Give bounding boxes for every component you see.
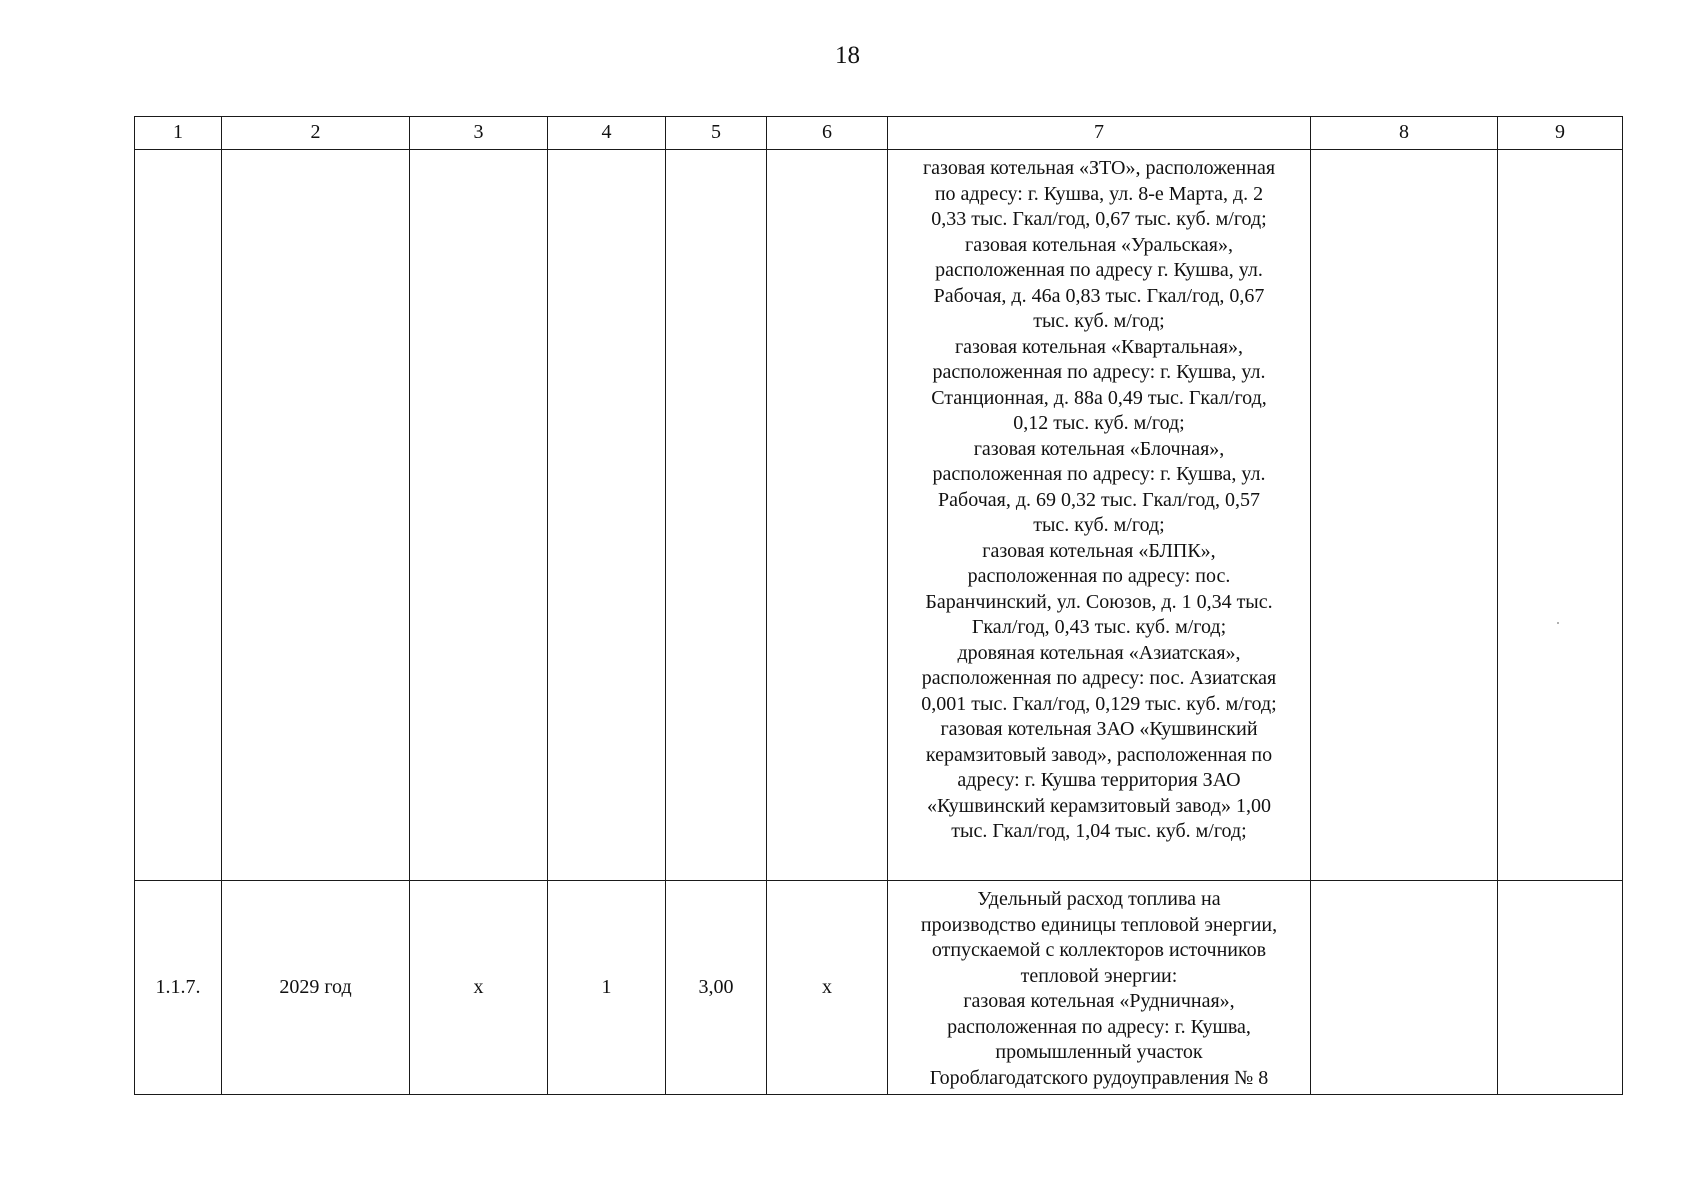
text-line: тыс. Гкал/год, 1,04 тыс. куб. м/год; bbox=[951, 820, 1247, 842]
text-line: газовая котельная «Квартальная», bbox=[954, 335, 1244, 358]
header-col-2: 2 bbox=[222, 117, 410, 150]
header-col-9: 9 bbox=[1498, 117, 1623, 150]
text-line: Баранчинский, ул. Союзов, д. 1 0,34 тыс. bbox=[925, 590, 1273, 613]
cell-col-6: х bbox=[767, 881, 888, 1095]
cell-col-4: 1 bbox=[548, 881, 666, 1095]
text-line: Гкал/год, 0,43 тыс. куб. м/год; bbox=[971, 616, 1227, 638]
text-line: расположенная по адресу: пос. bbox=[967, 565, 1231, 587]
cell-boiler-list bbox=[888, 150, 1311, 881]
text-line: газовая котельная «Блочная», bbox=[973, 437, 1225, 460]
table-row-continuation bbox=[135, 150, 1623, 881]
header-col-6: 6 bbox=[767, 117, 888, 150]
scan-speck bbox=[1557, 622, 1559, 624]
cell-col-3: х bbox=[410, 881, 548, 1095]
text-line: газовая котельная ЗАО «Кушвинский bbox=[940, 718, 1258, 740]
cell-item-number: 1.1.7. bbox=[135, 881, 222, 1095]
text-line: Рабочая, д. 46а 0,83 тыс. Гкал/год, 0,67 bbox=[933, 284, 1265, 307]
text-line: расположенная по адресу г. Кушва, ул. bbox=[935, 259, 1263, 281]
text-line: Станционная, д. 88а 0,49 тыс. Гкал/год, bbox=[931, 386, 1267, 409]
cell-empty bbox=[1311, 150, 1498, 881]
cell-empty bbox=[767, 150, 888, 881]
text-line: Гороблагодатского рудоуправления № 8 bbox=[929, 1066, 1269, 1089]
text-line: газовая котельная «Рудничная», bbox=[963, 990, 1235, 1012]
cell-year: 2029 год bbox=[222, 881, 410, 1095]
text-line: тепловой энергии: bbox=[1020, 964, 1178, 987]
text-line: расположенная по адресу: г. Кушва, ул. bbox=[932, 463, 1266, 485]
text-line: по адресу: г. Кушва, ул. 8-е Марта, д. 2 bbox=[934, 182, 1264, 205]
header-col-7: 7 bbox=[888, 117, 1311, 150]
text-line: газовая котельная «Уральская», bbox=[965, 233, 1233, 256]
text-line: расположенная по адресу: г. Кушва, ул. bbox=[932, 361, 1266, 383]
cell-empty bbox=[410, 150, 548, 881]
text-line: отпускаемой с коллекторов источников bbox=[931, 939, 1267, 961]
table-row-1-1-7 bbox=[135, 881, 1623, 1095]
cell-indicator-description bbox=[888, 881, 1311, 1095]
cell-empty bbox=[1498, 150, 1623, 881]
header-col-5: 5 bbox=[666, 117, 767, 150]
text-line: производство единицы тепловой энергии, bbox=[920, 913, 1278, 936]
text-line: 0,001 тыс. Гкал/год, 0,129 тыс. куб. м/год; bbox=[921, 692, 1277, 715]
text-line: расположенная по адресу: пос. Азиатская bbox=[921, 667, 1277, 689]
text-line: газовая котельная «БЛПК», bbox=[982, 539, 1216, 562]
text-line: промышленный участок bbox=[995, 1041, 1203, 1063]
document-table bbox=[134, 116, 1623, 1095]
header-col-1: 1 bbox=[135, 117, 222, 150]
text-line: дровяная котельная «Азиатская», bbox=[957, 641, 1241, 664]
text-line: расположенная по адресу: г. Кушва, bbox=[947, 1015, 1251, 1038]
cell-empty bbox=[222, 150, 410, 881]
header-col-3: 3 bbox=[410, 117, 548, 150]
cell-empty bbox=[135, 150, 222, 881]
text-line: 0,33 тыс. Гкал/год, 0,67 тыс. куб. м/год; bbox=[931, 208, 1267, 230]
cell-empty bbox=[666, 150, 767, 881]
text-line: адресу: г. Кушва территория ЗАО bbox=[957, 769, 1241, 791]
header-col-4: 4 bbox=[548, 117, 666, 150]
text-line: тыс. куб. м/год; bbox=[1033, 310, 1165, 332]
cell-col-5: 3,00 bbox=[666, 881, 767, 1095]
text-line: «Кушвинский керамзитовый завод» 1,00 bbox=[926, 794, 1272, 817]
page-number: 18 bbox=[835, 42, 860, 69]
text-line: керамзитовый завод», расположенная по bbox=[925, 743, 1273, 766]
cell-col-9 bbox=[1498, 881, 1623, 1095]
text-line: Удельный расход топлива на bbox=[977, 888, 1221, 910]
cell-empty bbox=[548, 150, 666, 881]
text-line: тыс. куб. м/год; bbox=[1033, 514, 1165, 536]
text-line: Рабочая, д. 69 0,32 тыс. Гкал/год, 0,57 bbox=[938, 488, 1260, 511]
cell-col-8 bbox=[1311, 881, 1498, 1095]
text-line: 0,12 тыс. куб. м/год; bbox=[1013, 412, 1185, 434]
header-row bbox=[135, 117, 1623, 150]
text-line: газовая котельная «ЗТО», расположенная bbox=[922, 157, 1276, 179]
header-col-8: 8 bbox=[1311, 117, 1498, 150]
